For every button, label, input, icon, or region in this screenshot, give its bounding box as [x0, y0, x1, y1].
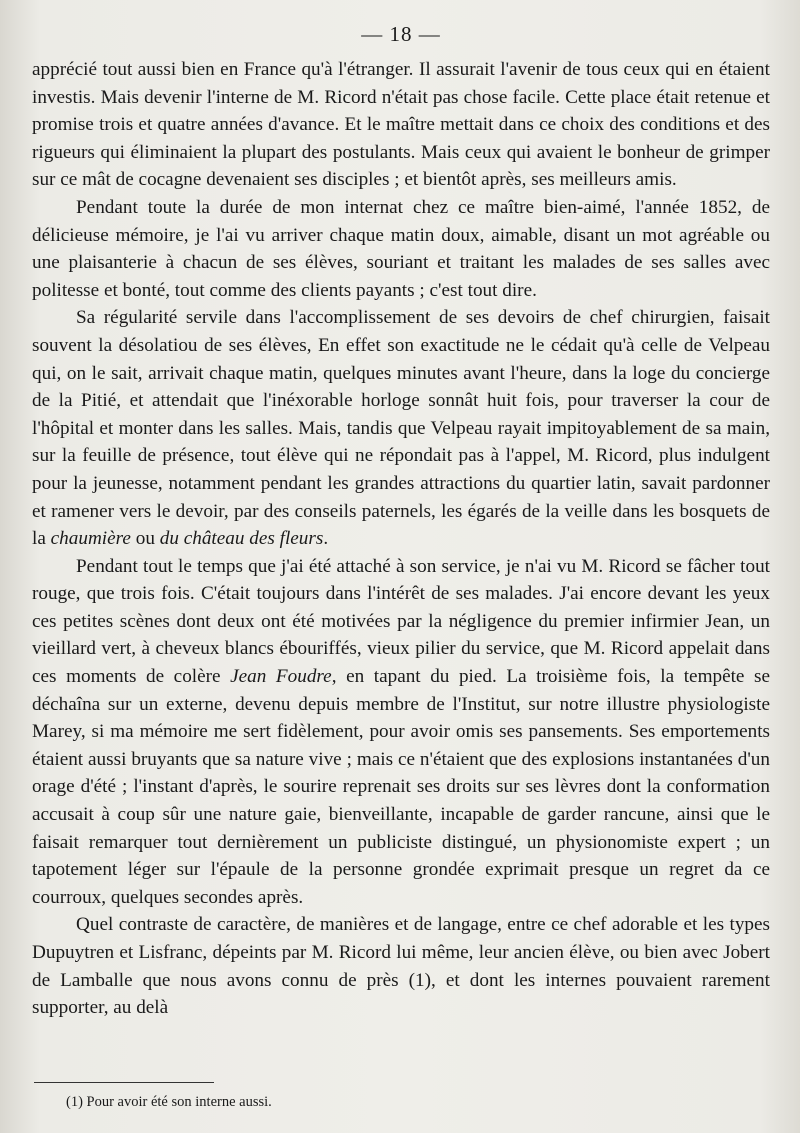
paragraph-4-text: Pendant tout le temps que j'ai été attaché à son service, je n'ai vu M. Ricord se fâcher tout rouge, que trois fois. C'était toujours dans l'intérêt de ses malades. J'ai encore devant les yeux ces petites scènes dont deux ont été motivées par la négligence du premier infirmier Jean, un vieillard vert, à cheveux blancs ébouriffés, vieux pilier du service, que M. Ricord appelait dans ces moments de colère	[32, 555, 770, 688]
paragraph-4	[32, 553, 770, 912]
page-number: — 18 —	[361, 22, 441, 46]
paragraph-4-end: , en tapant du pied. La troisième fois, la tempête se déchaîna sur un externe, devenu depuis membre de l'Institut, sur notre illustre physiologiste Marey, si ma mémoire me sert fidèlement, pour avoir omis ses pansements. Ses emportements étaient aussi bruyants que sa nature vive ; mais ce n'étaient que des explosions instantanées d'un orage d'été ; l'instant d'après, le sourire reprenait ses droits sur ses lèvres dont la conformation accusait à coup sûr une nature gaie, bienveillante, incapable de garder rancune, ainsi que le faisait remarquer tout dernièrement un publiciste distingué, un physionomiste expert ; un tapotement léger sur l'épaule de la personne grondée exprimait presque un regret da ce courroux, quelques secondes après.	[32, 666, 771, 908]
body-text	[32, 56, 770, 1022]
paragraph-3-text: Sa régularité servile dans l'accomplissement de ses devoirs de chef chirurgien, faisait souvent la désolatiou de ses élèves, En effet son exactitude ne le cédait qu'à celle de Velpeau qui, on le sait, arrivait chaque matin, quelques minutes avant l'heure, dans la loge du concierge de la Pitié, et attendait que l'inéxorable horloge sonnât huit fois, pour traverser la cour de l'hôpital et monter dans les salles. Mais, tandis que Velpeau rayait impitoyablement de sa main, sur la feuille de présence, tout élève qui ne répondait pas à l'appel, M. Ricord, plus indulgent pour la jeunesse, notamment pendant les grandes attractions du quartier latin, savait pardonner et ramener vers le devoir, par des conseils paternels, les égarés de la veille dans les bosquets de la	[32, 307, 770, 550]
italic-chaumiere: chaumière	[50, 528, 131, 550]
footnote-divider	[34, 1082, 214, 1083]
footnote: (1) Pour avoir été son interne aussi.	[66, 1094, 272, 1110]
paragraph-3-joiner: ou	[130, 528, 160, 550]
italic-chateau-des-fleurs: du château des fleurs	[159, 528, 324, 550]
paragraph-1: apprécié tout aussi bien en France qu'à l'étranger. Il assurait l'avenir de tous ceux qui en étaient investis. Mais devenir l'interne de M. Ricord n'était pas chose facile. Cette place était retenue et promise trois et quatre années d'avance. Et le maître mettait dans ce choix des conditions et des rigueurs qui éliminaient la plupart des postulants. Mais ceux qui avaient le bonheur de grimper sur ce mât de cocagne devenaient ses disciples ; et bientôt après, ses meilleurs amis.	[32, 59, 770, 191]
paragraph-3-end: .	[323, 528, 329, 550]
italic-jean-foudre: Jean Foudre	[230, 666, 332, 688]
paragraph-3	[32, 304, 770, 552]
paragraph-5: Quel contraste de caractère, de manières et de langage, entre ce chef adorable et les types Dupuytren et Lisfranc, dépeints par M. Ricord lui même, leur ancien élève, ou bien avec Jobert de Lamballe que nous avons connu de près (1), et dont les internes pouvaient rarement supporter, au delà	[32, 914, 770, 1019]
paragraph-2: Pendant toute la durée de mon internat chez ce maître bien-aimé, l'année 1852, de délicieuse mémoire, je l'ai vu arriver chaque matin doux, aimable, disant un mot agréable ou une plaisanterie à chacun de ses élèves, souriant et traitant les malades de ses salles avec politesse et bonté, tout comme des clients payants ; c'est tout dire.	[32, 196, 770, 301]
